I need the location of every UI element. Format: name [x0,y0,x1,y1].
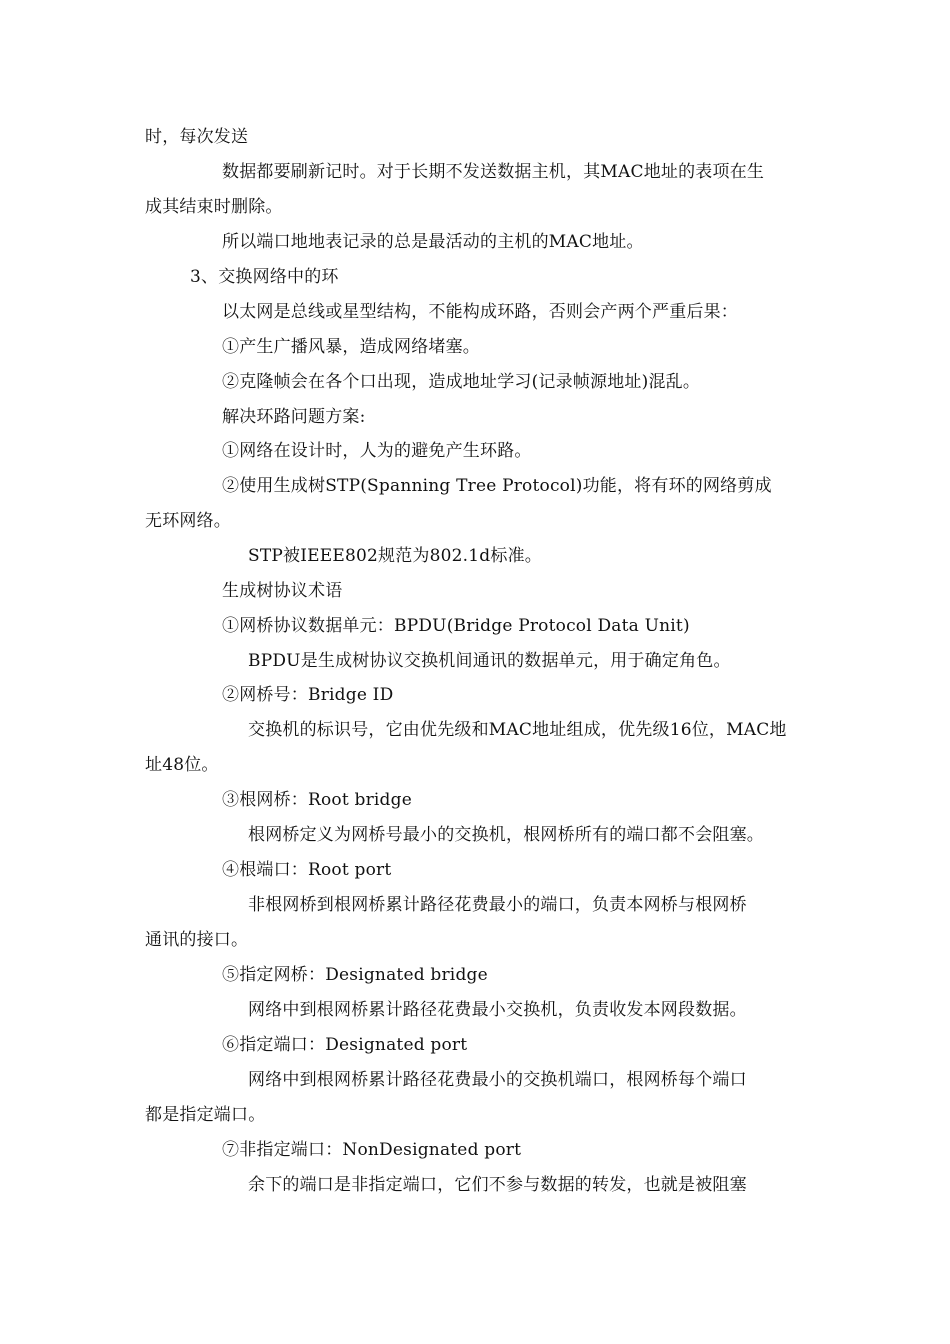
text-line-23: 非根网桥到根网桥累计路径花费最小的端口，负责本网桥与根网桥 [248,895,747,915]
text-line-24: 通讯的接口。 [145,930,249,950]
text-line-11: ②使用生成树STP(Spanning Tree Protocol)功能，将有环的网络剪成 [222,476,772,496]
text-line-28: 网络中到根网桥累计路径花费最小的交换机端口，根网桥每个端口 [248,1070,747,1090]
text-line-31: 余下的端口是非指定端口，它们不参与数据的转发，也就是被阻塞 [248,1175,747,1195]
text-line-3: 成其结束时删除。 [145,197,283,217]
text-line-26: 网络中到根网桥累计路径花费最小交换机，负责收发本网段数据。 [248,1000,747,1020]
text-line-7: ①产生广播风暴，造成网络堵塞。 [222,337,480,357]
text-line-21: 根网桥定义为网桥号最小的交换机，根网桥所有的端口都不会阻塞。 [248,825,764,845]
text-line-20: ③根网桥：Root bridge [222,790,412,810]
text-line-2: 数据都要刷新记时。对于长期不发送数据主机，其MAC地址的表项在生 [222,162,765,182]
text-line-9: 解决环路问题方案: [222,407,366,427]
text-line-6: 以太网是总线或星型结构，不能构成环路，否则会产两个严重后果： [222,302,738,322]
section-heading: 3、交换网络中的环 [190,267,339,287]
text-line-1: 时，每次发送 [145,127,249,147]
text-line-8: ②克隆帧会在各个口出现，造成地址学习(记录帧源地址)混乱。 [222,372,701,392]
text-line-13: STP被IEEE802规范为802.1d标准。 [248,546,542,566]
text-line-18: 交换机的标识号，它由优先级和MAC地址组成，优先级16位，MAC地 [248,720,787,740]
text-line-19: 址48位。 [145,755,219,775]
text-line-29: 都是指定端口。 [145,1105,266,1125]
text-line-27: ⑥指定端口：Designated port [222,1035,468,1055]
text-line-14: 生成树协议术语 [222,581,343,601]
text-line-25: ⑤指定网桥：Designated bridge [222,965,488,985]
text-line-16: BPDU是生成树协议交换机间通讯的数据单元，用于确定角色。 [248,651,731,671]
text-line-10: ①网络在设计时，人为的避免产生环路。 [222,441,532,461]
text-line-15: ①网桥协议数据单元：BPDU(Bridge Protocol Data Unit) [222,616,690,636]
text-line-22: ④根端口：Root port [222,860,392,880]
text-line-30: ⑦非指定端口：NonDesignated port [222,1140,522,1160]
text-line-12: 无环网络。 [145,511,231,531]
text-line-17: ②网桥号：Bridge ID [222,685,394,705]
text-line-4: 所以端口地地表记录的总是最活动的主机的MAC地址。 [222,232,644,252]
